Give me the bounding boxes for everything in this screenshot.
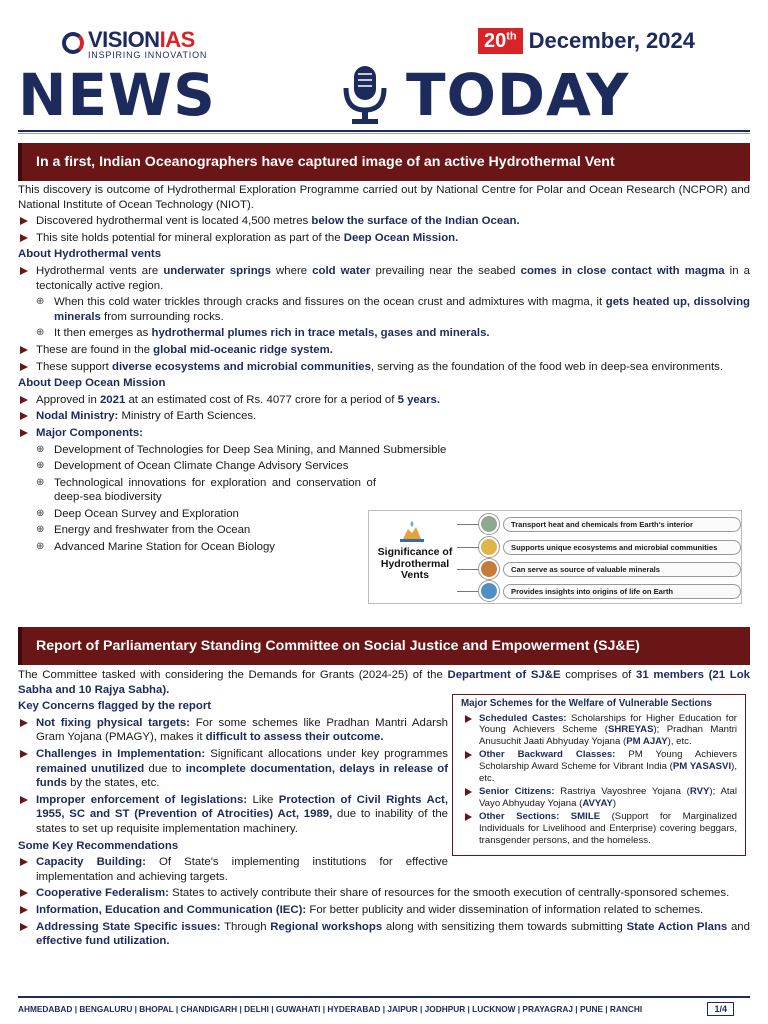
list-item: Nodal Ministry: Ministry of Earth Sciences. <box>18 409 750 424</box>
list-item: Hydrothermal vents are underwater springs where cold water prevailing near the seabed comes in close contact with magma in a tectonically active region. ⊕ When this cold water trickles through cracks and fissures on the ocean crust and admixtures with magma, it gets heated up, dissolving minerals from surrounding rocks. ⊕ It then emerges as hydrothermal plumes rich in trace metals, gases and minerals. <box>18 264 750 341</box>
list-item: Challenges in Implementation: Significant allocations under key programmes remained unutilized due to incomplete documentation, delays in release of funds by the states, etc. <box>18 747 448 791</box>
list-item: ⊕ Development of Ocean Climate Change Advisory Services <box>18 459 376 474</box>
connector-line <box>457 524 479 525</box>
list-item: Cooperative Federalism: States to actively contribute their share of resources for the smooth execution of centrally-sponsored schemes. <box>18 886 750 901</box>
list-item: Improper enforcement of legislations: Like Protection of Civil Rights Act, 1955, SC and ST (Prevention of Atrocities) Act, 1989, due to inability of the states to set up requisite implementation machinery. <box>18 793 448 837</box>
issue-date <box>478 28 695 54</box>
schemes-list <box>461 713 737 847</box>
list-item: These support diverse ecosystems and microbial communities, serving as the foundation of the food web in deep-sea environments. <box>18 360 750 375</box>
article1-intro: This discovery is outcome of Hydrothermal Exploration Programme carried out by National Centre for Polar and Ocean Research (NCPOR) and National Institute of Ocean Technology (NIOT). <box>18 184 750 211</box>
connector-line <box>457 569 479 570</box>
list-item: Approved in 2021 at an estimated cost of Rs. 4077 crore for a period of 5 years. <box>18 393 750 408</box>
concerns-list <box>18 716 448 837</box>
masthead-news: NEWS <box>18 61 216 129</box>
connector-line <box>457 547 479 548</box>
list-item: Discovered hydrothermal vent is located 4,500 metres below the surface of the Indian Ocean. <box>18 214 750 229</box>
recommendations-list <box>18 855 750 949</box>
list-item: Scheduled Castes: Scholarships for Higher Education for Young Achievers Scheme (SHREYAS); Pradhan Mantri Anusuchit Jaati Abhyuday Yojana (PM AJAY), etc. <box>461 713 737 748</box>
footer-cities: AHMEDABAD | BENGALURU | BHOPAL | CHANDIGARH | DELHI | GUWAHATI | HYDERABAD | JAIPUR | JODHPUR | LUCKNOW | PRAYAGRAJ | PUNE | RANCHI <box>18 1004 643 1014</box>
microbe-icon <box>479 537 499 557</box>
list-item: ⊕ Deep Ocean Survey and Exploration <box>18 507 376 522</box>
date-day: 20th <box>478 28 523 54</box>
list-item: ⊕ Development of Technologies for Deep Sea Mining, and Manned Submersible <box>18 443 518 458</box>
visionias-logo[interactable] <box>62 28 232 62</box>
list-item: Not fixing physical targets: For some schemes like Pradhan Mantri Adarsh Gram Yojana (PMAGY), makes it difficult to assess their outcome. <box>18 716 448 745</box>
microphone-icon <box>330 64 400 126</box>
page-number: 1/4 <box>707 1002 734 1016</box>
header-divider-thin <box>18 133 750 134</box>
logo-brand: VISIONIAS <box>88 27 195 52</box>
article1-title: In a first, Indian Oceanographers have captured image of an active Hydrothermal Vent <box>18 143 750 181</box>
list-item: Information, Education and Communication (IEC): For better publicity and wider dissemination of information related to schemes. <box>18 903 750 918</box>
list-item: ⊕ Advanced Marine Station for Ocean Biology <box>18 540 376 555</box>
subheading-recommendations: Some Key Recommendations <box>18 839 179 852</box>
list-item: Other Backward Classes: PM Young Achievers Scholarship Award Scheme for Vibrant India (PM YASASVI), etc. <box>461 749 737 784</box>
earth-interior-icon <box>479 514 499 534</box>
vents-bullets <box>18 264 750 374</box>
connector-line <box>457 591 479 592</box>
list-item: Senior Citizens: Rastriya Vayoshree Yojana (RVY); Atal Vayo Abhyuday Yojana (AVYAY) <box>461 786 737 809</box>
date-month-year: December, 2024 <box>528 28 695 53</box>
list-item: This site holds potential for mineral exploration as part of the Deep Ocean Mission. <box>18 231 750 246</box>
mining-icon <box>479 559 499 579</box>
schemes-sidebox <box>452 694 746 856</box>
subheading-deep-ocean-mission: About Deep Ocean Mission <box>18 377 166 390</box>
masthead-title <box>18 61 750 129</box>
infographic-item: Supports unique ecosystems and microbial communities <box>479 538 741 556</box>
list-item: ⊕ When this cold water trickles through cracks and fissures on the ocean crust and admixtures with magma, it gets heated up, dissolving minerals from surrounding rocks. <box>18 295 750 324</box>
infographic-item: Can serve as source of valuable minerals <box>479 560 741 578</box>
components-list <box>18 443 447 555</box>
subheading-key-concerns: Key Concerns flagged by the report <box>18 700 212 713</box>
subheading-hydrothermal-vents: About Hydrothermal vents <box>18 248 162 261</box>
vent-icon <box>399 519 425 543</box>
list-item: Major Components: ⊕ Development of Technologies for Deep Sea Mining, and Manned Submersible ⊕ Development of Ocean Climate Change Advisory Services ⊕ Technological innovations for exploration and conservation of deep-sea biodiversity ⊕ Deep Ocean Survey and Exploration ⊕ Energy and freshwater from the Ocean ⊕ Advanced Marine Station for Ocean Biology <box>18 426 750 555</box>
article1-body <box>18 183 750 557</box>
infographic-item: Provides insights into origins of life on Earth <box>479 582 741 600</box>
footer <box>18 996 750 1018</box>
header-divider <box>18 130 750 132</box>
list-item: ⊕ Energy and freshwater from the Ocean <box>18 523 376 538</box>
schemes-title: Major Schemes for the Welfare of Vulnerable Sections <box>461 698 712 709</box>
infographic-item: Transport heat and chemicals from Earth's interior <box>479 515 741 533</box>
list-item: Addressing State Specific issues: Through Regional workshops along with sensitizing them towards submitting State Action Plans and effective fund utilization. <box>18 920 750 949</box>
infographic-title: Significance of Hydrothermal Vents <box>377 546 453 581</box>
globe-icon <box>479 581 499 601</box>
list-item: ⊕ Technological innovations for exploration and conservation of deep-sea biodiversity <box>18 476 376 505</box>
list-item: Capacity Building: Of State's implementing institutions for effective implementation and achieving targets. <box>18 855 448 884</box>
masthead-today: TODAY <box>406 61 630 129</box>
masthead-header <box>0 0 768 134</box>
article1-bullets <box>18 214 750 245</box>
logo-ring-icon <box>62 32 84 54</box>
article2-title: Report of Parliamentary Standing Committee on Social Justice and Empowerment (SJ&E) <box>18 627 750 665</box>
logo-tagline: INSPIRING INNOVATION <box>88 50 208 60</box>
list-item: ⊕ It then emerges as hydrothermal plumes rich in trace metals, gases and minerals. <box>18 326 750 341</box>
article2-intro: The Committee tasked with considering the Demands for Grants (2024-25) of the Department of SJ&E comprises of 31 members (21 Lok Sabha and 10 Rajya Sabha). <box>18 669 750 696</box>
list-item: These are found in the global mid-oceanic ridge system. <box>18 343 750 358</box>
list-item: Other Sections: SMILE (Support for Marginalized Individuals for Livelihood and Enterprise) covering beggars, transgender persons, and the homeless. <box>461 811 737 846</box>
significance-infographic <box>368 510 742 604</box>
vents-sub-bullets <box>18 295 750 341</box>
